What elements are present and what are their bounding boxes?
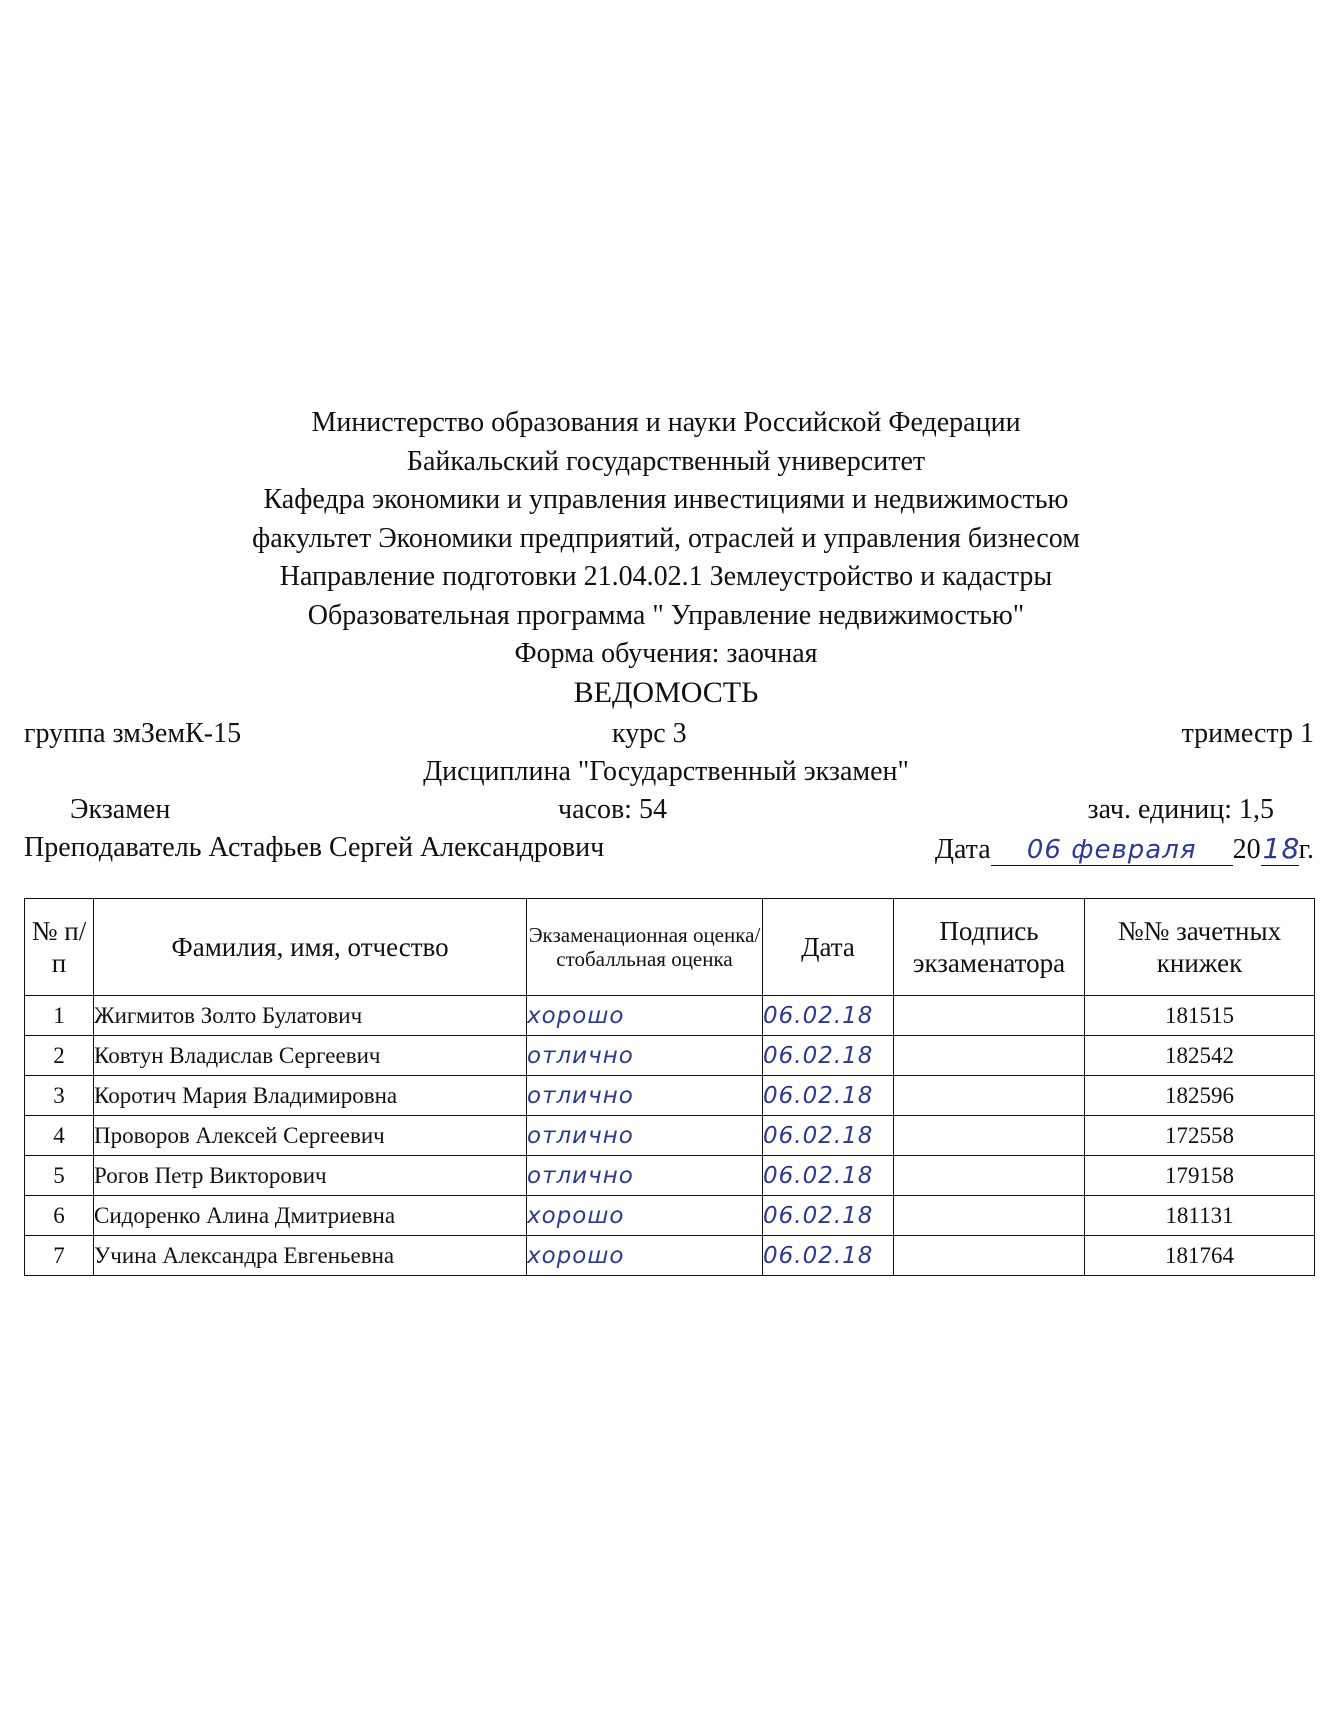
row-date: 06.02.18 — [763, 1236, 894, 1276]
table-row — [25, 1116, 1315, 1156]
table-row — [25, 1036, 1315, 1076]
row-book: 182542 — [1085, 1036, 1315, 1076]
table-row — [25, 1156, 1315, 1196]
header-num: № п/п — [25, 899, 94, 996]
year-suffix: г. — [1298, 834, 1314, 865]
row-signature — [894, 1236, 1085, 1276]
row-grade: отлично — [527, 1076, 763, 1116]
row-book: 172558 — [1085, 1116, 1315, 1156]
row-fio: Рогов Петр Викторович — [94, 1156, 527, 1196]
row-book: 181764 — [1085, 1236, 1315, 1276]
header-book: №№ зачетных книжек — [1085, 899, 1315, 996]
course-label: курс 3 — [612, 718, 687, 749]
document-header — [0, 404, 1332, 711]
row-fio: Сидоренко Алина Дмитриевна — [94, 1196, 527, 1236]
discipline-label: Дисциплина "Государственный экзамен" — [423, 756, 909, 787]
row-book: 181131 — [1085, 1196, 1315, 1236]
header-fio: Фамилия, имя, отчество — [94, 899, 527, 996]
table-row — [25, 1236, 1315, 1276]
row-date: 06.02.18 — [763, 1156, 894, 1196]
year-prefix: 20 — [1232, 834, 1261, 865]
row-num: 5 — [25, 1156, 94, 1196]
row-grade: хорошо — [527, 1196, 763, 1236]
date-handwritten: 06 февраля — [991, 835, 1233, 866]
table-row — [25, 1076, 1315, 1116]
header-date: Дата — [763, 899, 894, 996]
row-book: 182596 — [1085, 1076, 1315, 1116]
row-book: 181515 — [1085, 996, 1315, 1036]
direction-line: Направление подготовки 21.04.02.1 Землеустройство и кадастры — [279, 561, 1053, 592]
trimester-label: триместр 1 — [1181, 718, 1314, 749]
discipline-row — [0, 756, 1332, 792]
table-row — [25, 1196, 1315, 1236]
exam-row — [0, 794, 1332, 830]
row-num: 6 — [25, 1196, 94, 1236]
credits-label: зач. единиц: 1,5 — [1087, 794, 1274, 825]
row-book: 179158 — [1085, 1156, 1315, 1196]
row-grade: отлично — [527, 1156, 763, 1196]
row-fio: Учина Александра Евгеньевна — [94, 1236, 527, 1276]
university-line: Байкальский государственный университет — [406, 445, 926, 477]
group-course-row — [0, 718, 1332, 754]
date-label: Дата — [934, 834, 991, 865]
study-form-line: Форма обучения: заочная — [514, 638, 818, 669]
ministry-line: Министерство образования и науки Российской Федерации — [311, 407, 1021, 438]
table-row — [25, 996, 1315, 1036]
row-signature — [894, 1076, 1085, 1116]
row-signature — [894, 1156, 1085, 1196]
header-grade: Экзаменационная оценка/стобалльная оценка — [527, 899, 763, 996]
row-date: 06.02.18 — [763, 1196, 894, 1236]
department-line: Кафедра экономики и управления инвестициями и недвижимостью — [263, 484, 1069, 515]
grades-table — [24, 898, 1315, 1276]
year-handwritten: 18 — [1262, 832, 1301, 865]
faculty-line: факультет Экономики предприятий, отраслей и управления бизнесом — [252, 522, 1080, 554]
row-grade: хорошо — [527, 1236, 763, 1276]
row-grade: отлично — [527, 1036, 763, 1076]
row-num: 3 — [25, 1076, 94, 1116]
row-fio: Проворов Алексей Сергеевич — [94, 1116, 527, 1156]
row-signature — [894, 996, 1085, 1036]
row-signature — [894, 1196, 1085, 1236]
row-date: 06.02.18 — [763, 1116, 894, 1156]
group-label: группа змЗемК-15 — [24, 718, 242, 749]
row-date: 06.02.18 — [763, 1036, 894, 1076]
row-num: 2 — [25, 1036, 94, 1076]
row-num: 4 — [25, 1116, 94, 1156]
row-num: 7 — [25, 1236, 94, 1276]
teacher-date-row — [0, 832, 1332, 868]
row-fio: Коротич Мария Владимировна — [94, 1076, 527, 1116]
program-line: Образовательная программа " Управление недвижимостью" — [307, 599, 1025, 631]
row-fio: Ковтун Владислав Сергеевич — [94, 1036, 527, 1076]
hours-label: часов: 54 — [558, 794, 667, 825]
teacher-label: Преподаватель Астафьев Сергей Александрович — [24, 832, 605, 863]
row-num: 1 — [25, 996, 94, 1036]
row-signature — [894, 1036, 1085, 1076]
exam-type-label: Экзамен — [70, 794, 171, 825]
row-grade: отлично — [527, 1116, 763, 1156]
row-grade: хорошо — [527, 996, 763, 1036]
row-date: 06.02.18 — [763, 996, 894, 1036]
table-header-row — [25, 899, 1315, 996]
row-signature — [894, 1116, 1085, 1156]
exam-date-block — [935, 832, 1314, 866]
row-fio: Жигмитов Золто Булатович — [94, 996, 527, 1036]
row-date: 06.02.18 — [763, 1076, 894, 1116]
header-signature: Подпись экзаменатора — [894, 899, 1085, 996]
document-title: ВЕДОМОСТЬ — [573, 675, 759, 709]
